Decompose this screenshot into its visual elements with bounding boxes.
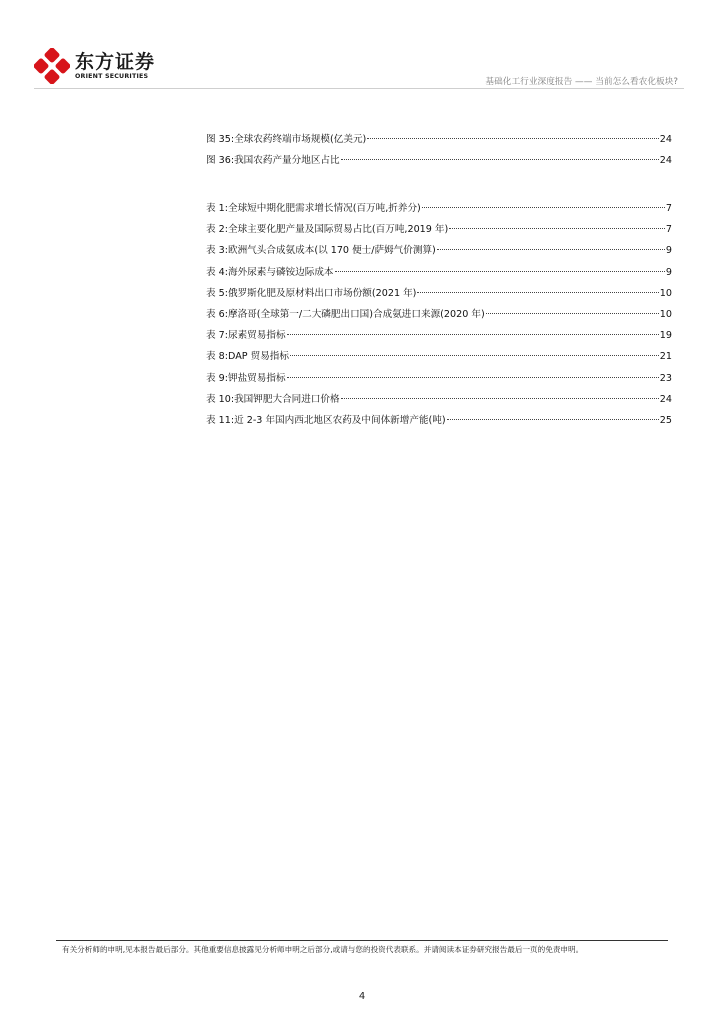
toc-table-entry[interactable]	[206, 221, 672, 242]
orient-securities-logo-icon	[34, 48, 70, 84]
toc-leader-dots	[417, 291, 658, 293]
toc-leader-dots	[287, 376, 659, 378]
toc-entry-label: 表 8:DAP 贸易指标	[206, 351, 289, 363]
toc-entry-page: 21	[659, 351, 672, 363]
toc-leader-dots	[290, 354, 659, 356]
company-logo	[34, 48, 155, 84]
toc-figure-entry[interactable]	[206, 131, 672, 152]
toc-leader-dots	[367, 137, 658, 139]
toc-entry-label: 图 35:全球农药终端市场规模(亿美元)	[206, 134, 367, 145]
toc-leader-dots	[449, 227, 665, 229]
toc-entry-page: 24	[659, 134, 672, 145]
toc-table-entry[interactable]	[206, 285, 672, 306]
toc-leader-dots	[335, 270, 665, 272]
toc-leader-dots	[447, 418, 659, 420]
toc-entry-label: 表 4:海外尿素与磷铵边际成本	[206, 266, 334, 278]
toc-entry-page: 24	[659, 155, 672, 167]
toc-entry-page: 23	[659, 372, 672, 384]
toc-leader-dots	[341, 158, 659, 160]
report-title: 基础化工行业深度报告 —— 当前怎么看农化板块?	[485, 77, 678, 87]
toc-entry-page: 25	[659, 414, 672, 426]
disclaimer-text: 有关分析师的申明,见本报告最后部分。其他重要信息披露见分析师申明之后部分,或请与您的投资代表联系。并请阅读本证券研究报告最后一页的免责申明。	[62, 945, 584, 954]
toc-entry-label: 表 11:近 2-3 年国内西北地区农药及中间体新增产能(吨)	[206, 414, 446, 426]
logo-chinese-name: 东方证券	[75, 50, 156, 73]
toc-entry-label: 表 10:我国钾肥大合同进口价格	[206, 393, 340, 405]
toc-entry-label: 表 6:摩洛哥(全球第一/二大磷肥出口国)合成氨进口来源(2020 年)	[206, 308, 485, 320]
toc-table-entry[interactable]	[206, 327, 672, 348]
toc-entry-label: 图 36:我国农药产量分地区占比	[206, 155, 340, 167]
toc-leader-dots	[422, 206, 665, 208]
toc-entry-label: 表 1:全球短中期化肥需求增长情况(百万吨,折养分)	[206, 203, 421, 214]
toc-entry-label: 表 2:全球主要化肥产量及国际贸易占比(百万吨,2019 年)	[206, 224, 449, 236]
toc-table-entry[interactable]	[206, 370, 672, 391]
toc-entry-page: 24	[659, 393, 672, 405]
toc-leader-dots	[486, 312, 659, 314]
toc-leader-dots	[437, 248, 665, 250]
toc-entry-page: 19	[659, 330, 672, 342]
toc-entry-label: 表 9:钾盐贸易指标	[206, 372, 286, 384]
footer-divider	[56, 940, 668, 941]
toc-entry-page: 10	[659, 308, 672, 320]
page-number: 4	[358, 991, 366, 1002]
toc-table-entry[interactable]	[206, 348, 672, 369]
toc-entry-page: 7	[665, 203, 672, 214]
figure-index	[206, 131, 672, 173]
toc-leader-dots	[287, 333, 659, 335]
toc-entry-label: 表 3:欧洲气头合成氨成本(以 170 便士/萨姆气价测算)	[206, 245, 436, 257]
table-index	[206, 200, 672, 433]
toc-table-entry[interactable]	[206, 306, 672, 327]
toc-entry-page: 7	[665, 224, 672, 236]
header-divider	[34, 88, 684, 89]
toc-table-entry[interactable]	[206, 264, 672, 285]
toc-entry-label: 表 7:尿素贸易指标	[206, 330, 286, 342]
toc-leader-dots	[341, 397, 659, 399]
toc-table-entry[interactable]	[206, 391, 672, 412]
toc-figure-entry[interactable]	[206, 152, 672, 173]
toc-entry-page: 9	[665, 245, 672, 257]
logo-english-name: ORIENT SECURITIES	[75, 72, 149, 80]
toc-table-entry[interactable]	[206, 200, 672, 221]
toc-table-entry[interactable]	[206, 242, 672, 263]
toc-entry-label: 表 5:俄罗斯化肥及原材料出口市场份额(2021 年)	[206, 287, 417, 299]
toc-entry-page: 10	[659, 287, 672, 299]
toc-table-entry[interactable]	[206, 412, 672, 433]
toc-entry-page: 9	[665, 266, 672, 278]
